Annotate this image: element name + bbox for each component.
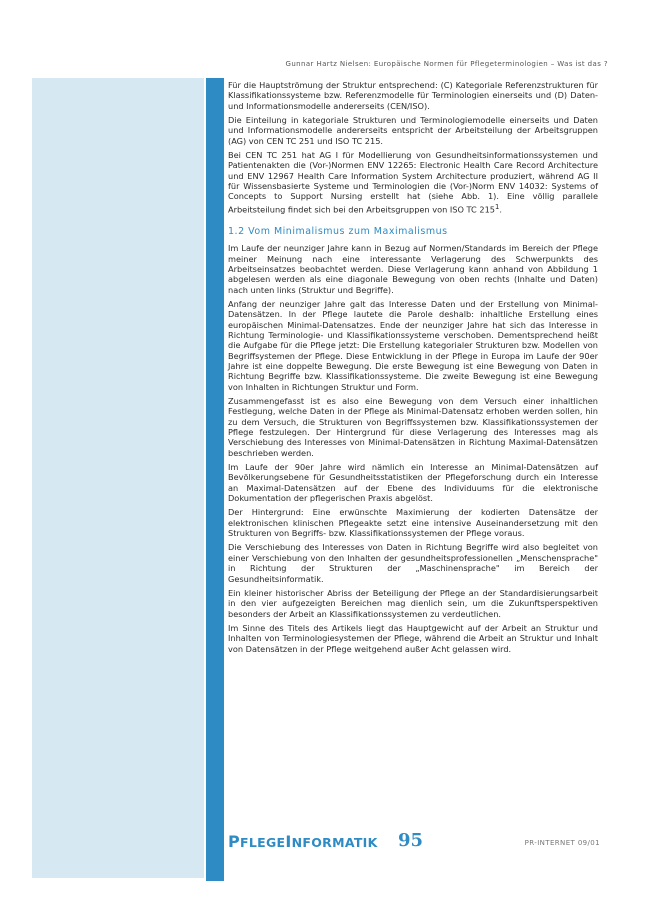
paragraph-text: Bei CEN TC 251 hat AG I für Modellierung von Gesundheitsinformationssystemen und Patientenakten die (Vor-)Normen ENV 12265: Electronic Health Care Record Architecture und ENV 12967 Health Care Information System Architecture produziert, während AG II für Wissensbasierte Systeme und Terminologien die (Vor-)Norm ENV 14032: Systems of Concepts to Support Nursing erstellt hat (siehe Abb. 1). Eine völlig parallele Arbeitsteilung findet sich bei den Arbeitsgruppen von ISO TC 215 [228, 150, 598, 215]
paragraph: Im Laufe der neunziger Jahre kann in Bezug auf Normen/Standards im Bereich der Pflege meiner Meinung nach eine interessante Verlagerung des Schwerpunkts des Arbeitseinsatzes beobachtet werden. Diese Verlagerung kann anhand von Abbildung 1 abgelesen werden als eine diagonale Bewegung von oben rechts (Inhalte und Daten) nach unten links (Struktur und Begriffe). [228, 243, 598, 295]
paragraph: Im Sinne des Titels des Artikels liegt das Hauptgewicht auf der Arbeit an Struktur und Inhalten von Terminologiesystemen der Pflege, während die Arbeit an Struktur und Inhalt von Datensätzen in der Pflege weitgehend außer Acht gelassen wird. [228, 622, 598, 654]
paragraph: Für die Hauptströmung der Struktur entsprechend: (C) Kategoriale Referenzstrukturen für Klassifikationssysteme bzw. Referenzmodelle für Terminologien einerseits und (D) Daten- und Informationsmodelle andererseits (CEN/ISO). [228, 80, 598, 111]
paragraph: Anfang der neunziger Jahre galt das Interesse Daten und der Erstellung von Minimal-Datensätzen. In der Pflege lautete die Parole deshalb: inhaltliche Erstellung eines europäischen Minimal-Datensatzes. Ende der neunziger Jahre hat sich das Interesse in Richtung Terminologie- und Klassifikationssysteme verschoben. Dementsprechend heißt die Aufgabe für die Pflege jetzt: Die Erstellung kategorialer Strukturen bzw. Modellen von Begriffsystemen der Pflege. Diese Entwicklung in der Pflege in Europa im Laufe der 90er Jahre ist eine doppelte Bewegung. Die erste Bewegung ist eine Bewegung von Daten in Richtung Begriffe bzw. Klassifikationssysteme. Die zweite Bewegung ist eine Bewegung von Inhalten in Richtungen Struktur und Form. [228, 298, 598, 392]
paragraph: Ein kleiner historischer Abriss der Beteiligung der Pflege an der Standardisierungsarbeit in den vier aufgezeigten Bereichen mag dienlich sein, um die Zukunftsperspektiven besonders der Arbeit an Klassifikationssystemen zu verdeutlichen. [228, 587, 598, 619]
section-heading: 1.2 Vom Minimalismus zum Maximalismus [228, 225, 448, 237]
journal-brand: PFLEGEINFORMATIK [228, 832, 378, 851]
paragraph: Die Einteilung in kategoriale Strukturen und Terminologiemodelle einerseits und Daten und Informationsmodelle andererseits entspricht der Arbeitsteilung der Arbeitsgruppen (AG) von CEN TC 251 und ISO TC 215. [228, 115, 598, 146]
running-header: Gunnar Hartz Nielsen: Europäische Normen für Pflegeterminologien – Was ist das ? [285, 60, 608, 68]
article-body [228, 80, 598, 658]
paragraph: Im Laufe der 90er Jahre wird nämlich ein Interesse an Minimal-Datensätzen auf Bevölkerungsebene für Gesundheitsstatistiken der Pflegeforschung durch ein Interesse an Maximal-Datensätzen auf der Ebene des Individuums für die elektronische Dokumentation der pflegerischen Praxis abgelöst. [228, 462, 598, 504]
accent-bar [206, 78, 224, 881]
paragraph-end: . [499, 204, 502, 215]
sidebar-panel [32, 78, 204, 878]
paragraph [228, 150, 598, 215]
page-number: 95 [398, 830, 424, 851]
paragraph: Zusammengefasst ist es also eine Bewegung von dem Versuch einer inhaltlichen Festlegung, welche Daten in der Pflege als Minimal-Datensatz erhoben werden sollen, hin zu dem Versuch, die Strukturen von Begriffssystemen bzw. Klassifikationssystemen der Pflege festzulegen. Der Hintergrund für diese Verlagerung des Interesses mag als Verschiebung des Interesses von Minimal-Datensätzen in Richtung Maximal-Datensätzen beschrieben werden. [228, 396, 598, 458]
footnote-marker: 1 [495, 202, 500, 211]
paragraph: Der Hintergrund: Eine erwünschte Maximierung der kodierten Datensätze der elektronischen klinischen Pflegeakte setzt eine intensive Auseinandersetzung mit den Strukturen von Begriffs- bzw. Klassifikationssystemen der Pflege voraus. [228, 507, 598, 539]
paragraph: Die Verschiebung des Interesses von Daten in Richtung Begriffe wird also begleitet von einer Verschiebung von den Inhalten der gesundheitsprofessionellen „Menschensprache" in Richtung der Strukturen der „Maschinensprache" im Bereich der Gesundheitsinformatik. [228, 542, 598, 584]
issue-label: PR-INTERNET 09/01 [524, 839, 600, 847]
